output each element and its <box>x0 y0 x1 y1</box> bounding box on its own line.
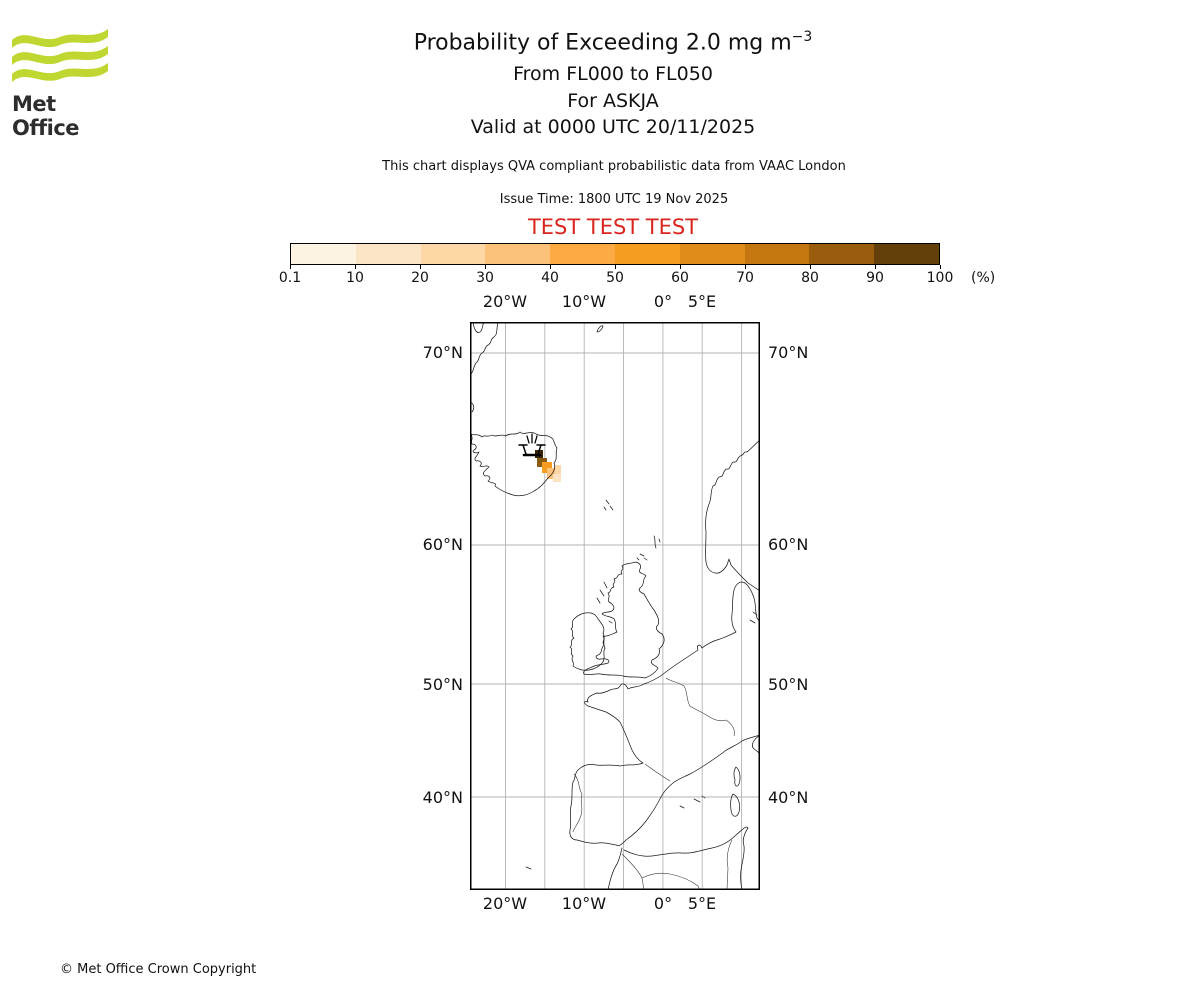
colorbar-segment <box>745 244 810 264</box>
coastline-northsea-france-iberia <box>570 582 760 846</box>
colorbar-segment <box>615 244 680 264</box>
lon-label-bottom: 10°W <box>561 894 607 913</box>
issue-time: Issue Time: 1800 UTC 19 Nov 2025 <box>499 192 729 207</box>
lat-label-right: 60°N <box>768 535 809 554</box>
lon-label-top: 0° <box>653 292 673 311</box>
colorbar-tick <box>485 265 486 269</box>
coastline-ireland <box>570 613 605 670</box>
lon-label-top: 10°W <box>561 292 607 311</box>
probability-map <box>470 322 760 890</box>
copyright-notice: © Met Office Crown Copyright <box>60 962 257 977</box>
lon-label-bottom: 0° <box>653 894 673 913</box>
colorbar-segment <box>874 244 939 264</box>
subtitle-flight-levels: From FL000 to FL050 <box>513 63 713 85</box>
colorbar-tick-label: 10 <box>346 270 364 286</box>
subtitle-valid-time: Valid at 0000 UTC 20/11/2025 <box>470 116 756 138</box>
lat-label-right: 50°N <box>768 675 809 694</box>
lon-label-top: 5°E <box>687 292 717 311</box>
colorbar-tick-label: 60 <box>671 270 689 286</box>
met-office-logo <box>12 24 112 140</box>
colorbar-tick-label: 80 <box>801 270 819 286</box>
colorbar-tick <box>940 265 941 269</box>
colorbar-tick <box>875 265 876 269</box>
country-borders <box>573 678 735 890</box>
probability-colorbar <box>290 243 940 265</box>
colorbar-tick <box>550 265 551 269</box>
page-title: Probability of Exceeding 2.0 mg $m^{-3}$ <box>413 29 813 56</box>
colorbar-tick-label: 20 <box>411 270 429 286</box>
colorbar-tick-label: 70 <box>736 270 754 286</box>
map-frame <box>471 323 760 890</box>
colorbar-tick-label: 0.1 <box>278 270 302 286</box>
colorbar-segment <box>550 244 615 264</box>
colorbar-unit-label: (%) <box>971 270 996 286</box>
colorbar-tick <box>355 265 356 269</box>
lat-label-left: 60°N <box>422 535 463 554</box>
colorbar-segment <box>809 244 874 264</box>
colorbar-tick <box>420 265 421 269</box>
lat-label-right: 40°N <box>768 788 809 807</box>
graticule-gridlines <box>471 323 759 889</box>
prob-cell <box>553 474 561 482</box>
subtitle-volcano: For ASKJA <box>567 90 659 112</box>
colorbar-tick <box>810 265 811 269</box>
lat-label-left: 50°N <box>422 675 463 694</box>
coastline-faroes-shetland-orkney <box>604 500 660 560</box>
test-banner: TEST TEST TEST <box>527 215 699 239</box>
colorbar-tick <box>615 265 616 269</box>
lon-label-top: 20°W <box>482 292 528 311</box>
colorbar-tick-label: 90 <box>866 270 884 286</box>
colorbar-tick <box>745 265 746 269</box>
colorbar-tick-label: 30 <box>476 270 494 286</box>
colorbar-tick-label: 100 <box>926 270 954 286</box>
colorbar-segment <box>680 244 745 264</box>
coastline-med-islands <box>526 735 760 869</box>
prob-cell <box>555 465 561 474</box>
lat-label-left: 70°N <box>422 343 463 362</box>
colorbar-segment <box>356 244 421 264</box>
lon-label-bottom: 5°E <box>687 894 717 913</box>
colorbar-tick-label: 50 <box>606 270 624 286</box>
title-exponent: −3 <box>791 29 813 45</box>
colorbar-segment <box>421 244 486 264</box>
qva-note: This chart displays QVA compliant probabilistic data from VAAC London <box>382 159 846 174</box>
colorbar-segment <box>485 244 550 264</box>
colorbar-segment <box>291 244 356 264</box>
colorbar-tick <box>680 265 681 269</box>
lat-label-left: 40°N <box>422 788 463 807</box>
coastline-greenland-janmayen <box>470 322 603 412</box>
logo-wordmark: Met Office <box>12 92 80 140</box>
colorbar-tick <box>290 265 291 269</box>
colorbar-tick-label: 40 <box>541 270 559 286</box>
met-office-waves-icon <box>12 24 108 86</box>
lon-label-bottom: 20°W <box>482 894 528 913</box>
lat-label-right: 70°N <box>768 343 809 362</box>
